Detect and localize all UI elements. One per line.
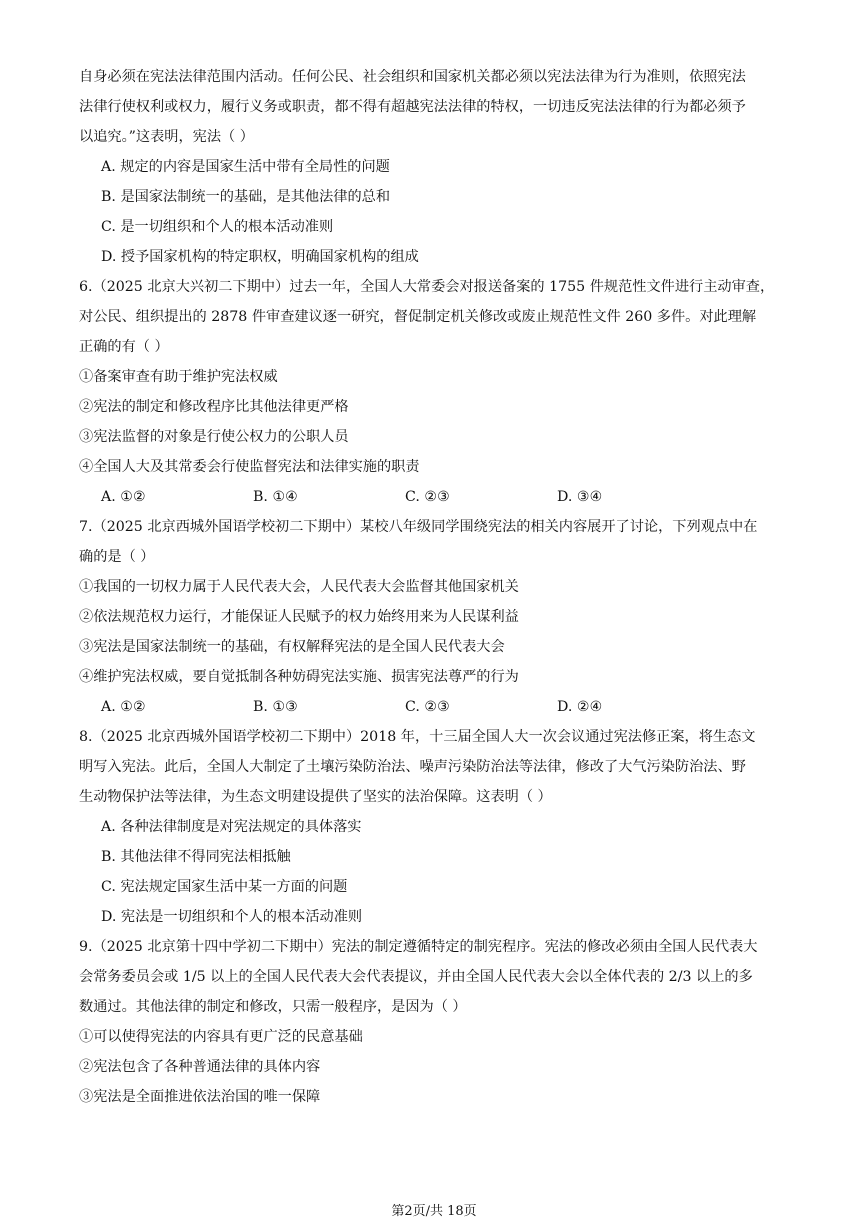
stem-line: 会常务委员会或 1/5 以上的全国人民代表大会代表提议，并由全国人民代表大会以全体代表的 2/3 以上的多 [79, 969, 753, 985]
option-d: D. 授予国家机构的特定职权，明确国家机构的组成 [101, 249, 419, 265]
option-a: A. ①② [101, 699, 146, 715]
statement-3: ③宪法是全面推进依法治国的唯一保障 [79, 1089, 321, 1105]
option-row [79, 482, 791, 512]
question-9 [79, 932, 791, 1112]
statement-1: ①我国的一切权力属于人民代表大会，人民代表大会监督其他国家机关 [79, 579, 519, 595]
option-row [79, 692, 791, 722]
question-stem [79, 62, 791, 152]
option-a: A. 各种法律制度是对宪法规定的具体落实 [101, 819, 362, 835]
statement-4: ④全国人大及其常委会行使监督宪法和法律实施的职责 [79, 459, 420, 475]
stem-line: 7.（2025 北京西城外国语学校初二下期中）某校八年级同学围绕宪法的相关内容展开了讨论，下列观点中在 [79, 519, 758, 535]
statement-2: ②宪法的制定和修改程序比其他法律更严格 [79, 399, 349, 415]
option-b: B. 是国家法制统一的基础，是其他法律的总和 [101, 189, 391, 205]
option-a: A. 规定的内容是国家生活中带有全局性的问题 [101, 159, 390, 175]
option-d: D. ③④ [557, 489, 603, 505]
stem-line: 8.（2025 北京西城外国语学校初二下期中）2018 年，十三届全国人大一次会议通过宪法修正案，将生态文 [79, 729, 756, 745]
option-c: C. 宪法规定国家生活中某一方面的问题 [101, 879, 348, 895]
option-a: A. ①② [101, 489, 146, 505]
question-8 [79, 722, 791, 932]
stem-line: 法律行使权利或权力，履行义务或职责，都不得有超越宪法法律的特权，一切违反宪法法律的行为都必须予 [79, 99, 746, 115]
question-stem [79, 512, 791, 572]
statement-4: ④维护宪法权威，要自觉抵制各种妨碍宪法实施、损害宪法尊严的行为 [79, 669, 519, 685]
option-b: B. 其他法律不得同宪法相抵触 [101, 849, 291, 865]
stem-line: 对公民、组织提出的 2878 件审查建议逐一研究，督促制定机关修改或废止规范性文件 260 多件。对此理解 [79, 309, 757, 325]
question-stem [79, 272, 791, 362]
question-7 [79, 512, 791, 722]
stem-line: 自身必须在宪法法律范围内活动。任何公民、社会组织和国家机关都必须以宪法法律为行为准则，依照宪法 [79, 69, 746, 85]
stem-line: 9.（2025 北京第十四中学初二下期中）宪法的制定遵循特定的制宪程序。宪法的修改必须由全国人民代表大 [79, 939, 758, 955]
option-d: D. ②④ [557, 699, 603, 715]
statement-1: ①可以使得宪法的内容具有更广泛的民意基础 [79, 1029, 363, 1045]
stem-line: 6.（2025 北京大兴初二下期中）过去一年，全国人大常委会对报送备案的 1755 件规范性文件进行主动审查， [79, 279, 775, 295]
stem-line: 明写入宪法。此后，全国人大制定了土壤污染防治法、噪声污染防治法等法律，修改了大气污染防治法、野 [79, 759, 746, 775]
question-stem [79, 932, 791, 1022]
option-b: B. ①④ [253, 489, 298, 505]
statement-3: ③宪法监督的对象是行使公权力的公职人员 [79, 429, 349, 445]
option-c: C. ②③ [405, 699, 450, 715]
statement-3: ③宪法是国家法制统一的基础，有权解释宪法的是全国人民代表大会 [79, 639, 505, 655]
page-number-footer: 第2页/共 18页 [391, 1204, 477, 1219]
stem-line: 生动物保护法等法律，为生态文明建设提供了坚实的法治保障。这表明（ ） [79, 789, 552, 805]
option-c: C. ②③ [405, 489, 450, 505]
stem-line: 以追究。”这表明，宪法（ ） [79, 129, 254, 145]
statement-2: ②宪法包含了各种普通法律的具体内容 [79, 1059, 321, 1075]
statement-2: ②依法规范权力运行，才能保证人民赋予的权力始终用来为人民谋利益 [79, 609, 519, 625]
stem-line: 确的是（ ） [79, 549, 155, 565]
statement-1: ①备案审查有助于维护宪法权威 [79, 369, 278, 385]
question-stem [79, 722, 791, 812]
option-b: B. ①③ [253, 699, 298, 715]
question-5-continued [79, 62, 791, 272]
question-6 [79, 272, 791, 512]
option-d: D. 宪法是一切组织和个人的根本活动准则 [101, 909, 363, 925]
stem-line: 正确的有（ ） [79, 339, 169, 355]
page-content [79, 62, 791, 1112]
option-c: C. 是一切组织和个人的根本活动准则 [101, 219, 334, 235]
stem-line: 数通过。其他法律的制定和修改，只需一般程序，是因为（ ） [79, 999, 467, 1015]
